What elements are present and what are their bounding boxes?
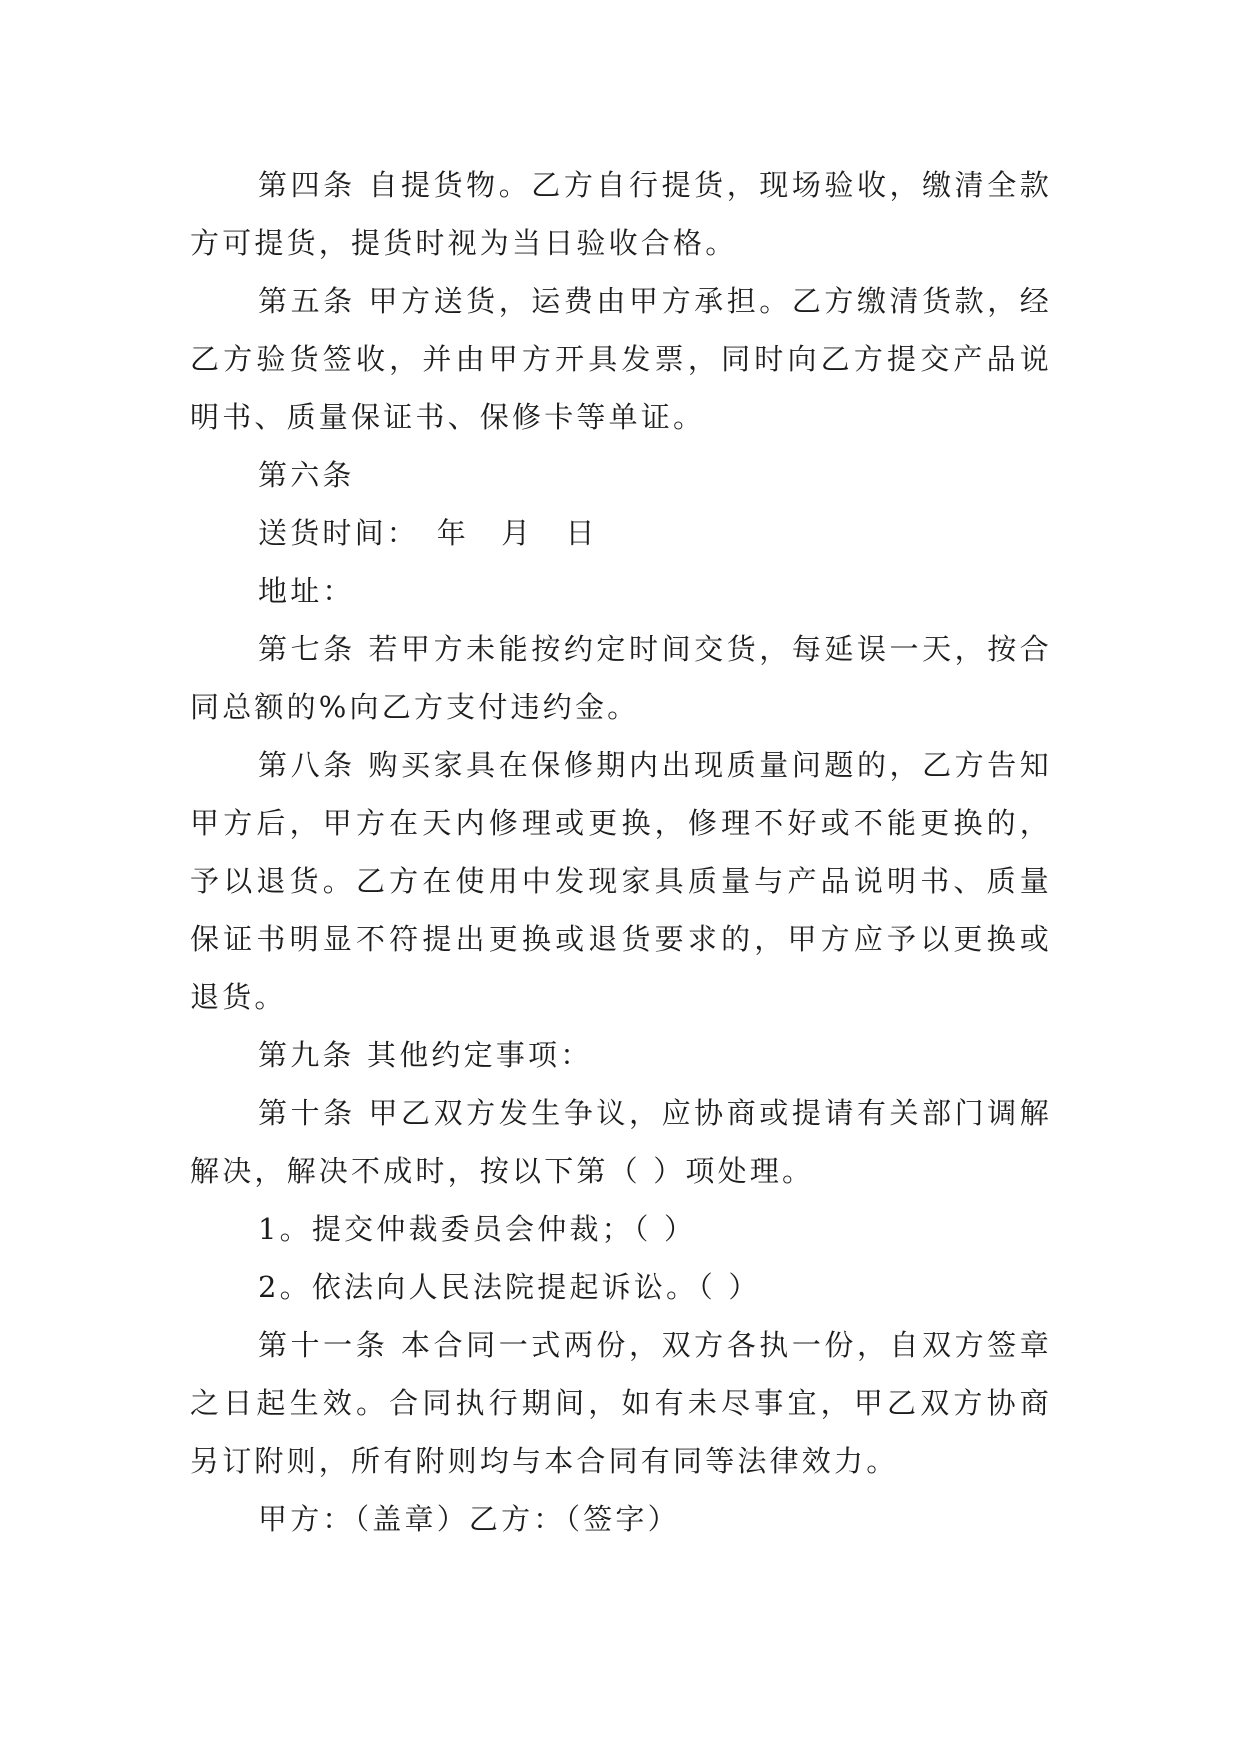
signature-line: 甲方：（盖章）乙方：（签字） [258,1502,680,1536]
option-2-line: 2。依法向人民法院提起诉讼。（ ） [258,1270,761,1304]
article-8-paragraph: 第八条 购买家具在保修期内出现质量问题的，乙方告知甲方后，甲方在天内修理或更换，修理不好或不能更换的，予以退货。乙方在使用中发现家具质量与产品说明书、质量保证书明显不符提出更换或退货要求的，甲方应予以更换或退货。 [190,748,1052,1014]
article-6-heading: 第六条 [258,458,355,492]
article-9-paragraph: 第九条 其他约定事项： [258,1038,593,1072]
article-4-paragraph: 第四条 自提货物。乙方自行提货，现场验收，缴清全款方可提货，提货时视为当日验收合格。 [190,168,1052,260]
article-5-paragraph: 第五条 甲方送货，运费由甲方承担。乙方缴清货款，经乙方验货签收，并由甲方开具发票，同时向乙方提交产品说明书、质量保证书、保修卡等单证。 [190,284,1052,434]
address-line: 地址： [258,574,355,608]
article-11-paragraph: 第十一条 本合同一式两份，双方各执一份，自双方签章之日起生效。合同执行期间，如有未尽事宜，甲乙双方协商另订附则，所有附则均与本合同有同等法律效力。 [190,1328,1052,1478]
article-7-paragraph: 第七条 若甲方未能按约定时间交货，每延误一天，按合同总额的%向乙方支付违约金。 [190,632,1052,724]
delivery-time-line: 送货时间： 年 月 日 [258,516,598,550]
article-10-paragraph: 第十条 甲乙双方发生争议，应协商或提请有关部门调解解决，解决不成时，按以下第（ ）项处理。 [190,1096,1052,1188]
option-1-line: 1。提交仲裁委员会仲裁；（ ） [258,1212,697,1246]
document-body [190,156,1052,1548]
